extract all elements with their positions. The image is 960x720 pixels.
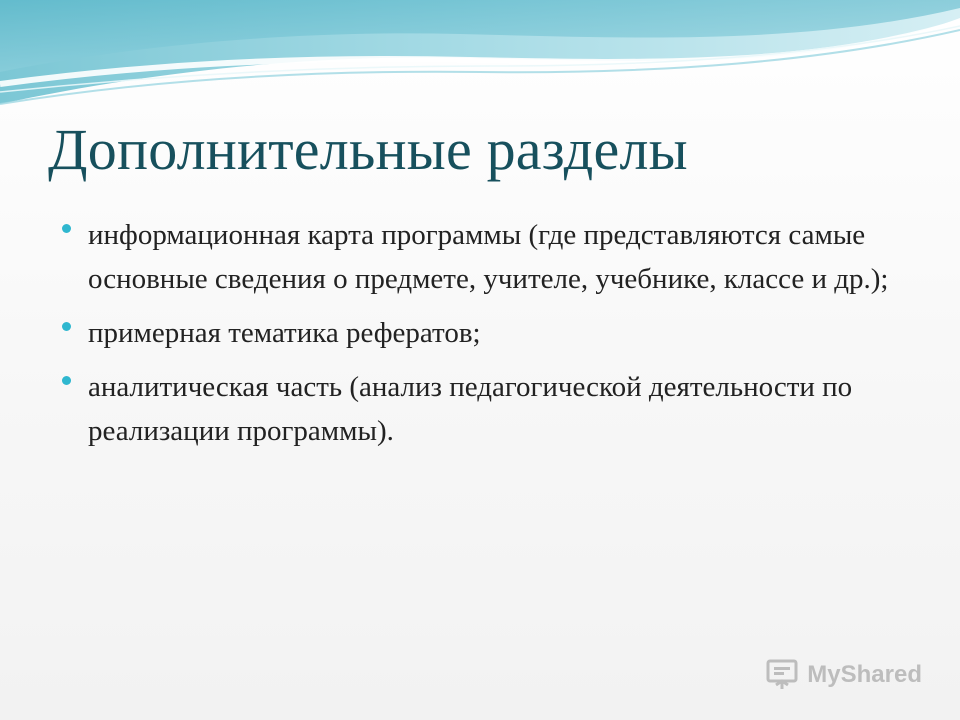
bullet-dot-icon bbox=[62, 376, 71, 385]
bullet-dot-icon bbox=[62, 224, 71, 233]
bullet-dot-icon bbox=[62, 322, 71, 331]
list-item bbox=[62, 365, 922, 453]
watermark-text: MyShared bbox=[807, 661, 922, 688]
bullet-list bbox=[62, 213, 922, 463]
bullet-text: информационная карта программы (где представляются самые основные сведения о предмете, учителе, учебнике, классе и др.); bbox=[88, 219, 889, 295]
bullet-text: аналитическая часть (анализ педагогической деятельности по реализации программы). bbox=[88, 371, 853, 447]
list-item bbox=[62, 311, 922, 355]
slide-title: Дополнительные разделы bbox=[48, 117, 688, 182]
list-item bbox=[62, 213, 922, 301]
bullet-text: примерная тематика рефератов; bbox=[88, 317, 481, 349]
watermark-logo bbox=[765, 658, 922, 692]
presentation-icon bbox=[765, 658, 801, 692]
